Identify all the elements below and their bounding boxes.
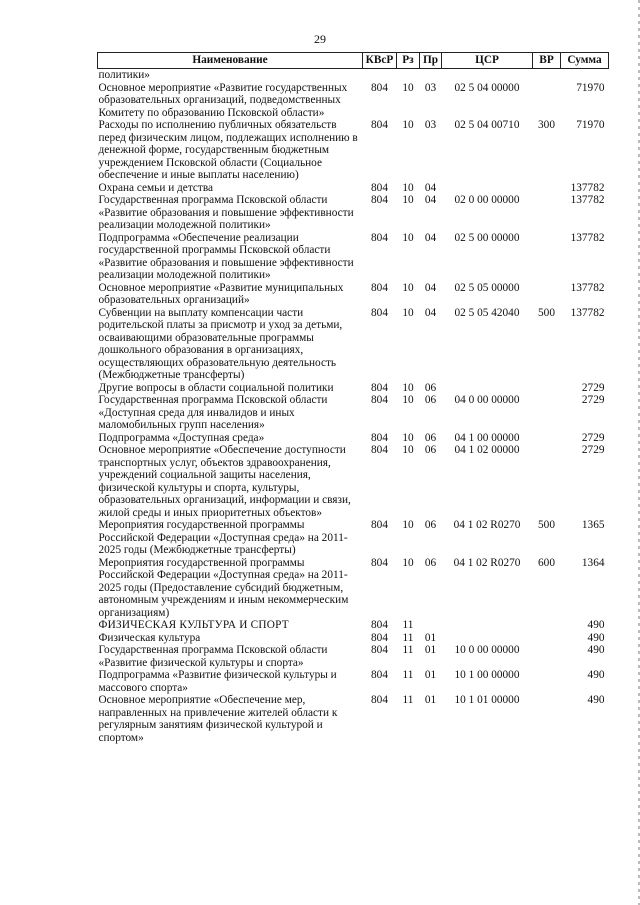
cell-rz: 10 [402,181,414,194]
cell-kvsr: 804 [371,306,388,319]
cell-name: Государственная программа Псковской области «Доступная среда для инвалидов и иных маломобильных групп населения» [98,394,328,431]
cell-vr [533,382,561,395]
table-row [98,519,609,557]
cell-rz: 10 [402,194,414,206]
cell-pr [420,69,442,82]
cell-name: политики» [98,69,150,81]
cell-vr [533,444,561,519]
cell-kvsr: 804 [371,81,388,94]
cell-csr [442,632,533,645]
cell-csr [442,182,533,195]
cell-kvsr: 804 [371,231,388,244]
cell-sum: 137782 [570,306,605,319]
cell-csr: 02 5 04 00000 [454,81,520,94]
cell-sum: 1364 [581,556,605,569]
cell-pr: 04 [424,281,437,294]
cell-name: ФИЗИЧЕСКАЯ КУЛЬТУРА И СПОРТ [98,619,289,631]
cell-sum [561,69,609,82]
cell-kvsr: 804 [371,631,388,644]
cell-rz: 10 [402,556,414,569]
cell-name: Подпрограмма «Обеспечение реализации государственной программы Псковской области «Развитие образования и повышение эффективности реализации молодежной политики» [98,231,354,281]
cell-name: Государственная программа Псковской области «Развитие физической культуры и спорта» [98,644,328,669]
table-row [98,444,609,519]
cell-pr: 01 [424,669,437,681]
cell-vr [533,394,561,432]
cell-rz: 10 [402,81,414,94]
header-csr: ЦСР [442,53,533,69]
cell-kvsr: 804 [371,119,388,131]
cell-sum: 1365 [581,519,605,531]
cell-sum: 137782 [570,181,605,194]
cell-rz: 10 [402,306,414,319]
cell-csr: 04 1 02 R0270 [453,556,521,569]
cell-pr: 01 [424,644,437,656]
cell-csr: 04 0 00 00000 [454,394,520,406]
cell-csr: 02 5 00 00000 [454,231,520,244]
table-row [98,557,609,620]
header-rz: Рз [397,53,420,69]
cell-pr: 04 [424,181,437,194]
cell-name: Расходы по исполнению публичных обязательств перед физическим лицом, подлежащих исполнению в денежной форме, государственным бюджетным учреждением Псковской области (Социальное обеспечение и иные выплаты населению) [98,119,358,181]
cell-name: Физическая культура [98,631,201,644]
page-number: 29 [314,32,326,46]
cell-sum: 137782 [570,194,605,206]
cell-pr: 04 [424,306,437,319]
cell-pr: 01 [424,694,437,706]
cell-name: Основное мероприятие «Развитие муниципальных образовательных организаций» [98,281,344,306]
cell-rz: 10 [402,119,414,131]
cell-csr: 02 5 04 00710 [454,119,520,131]
cell-pr: 04 [424,231,437,244]
header-vr: ВР [533,53,561,69]
cell-csr: 10 0 00 00000 [454,644,520,656]
cell-csr: 04 1 00 00000 [454,431,520,444]
cell-vr [533,432,561,445]
cell-pr: 06 [424,519,437,531]
cell-pr: 06 [424,381,437,394]
cell-kvsr: 804 [371,431,388,444]
cell-vr [533,82,561,120]
cell-sum: 2729 [581,394,605,406]
cell-kvsr: 804 [371,669,388,681]
cell-kvsr: 804 [371,281,388,294]
cell-vr: 500 [538,519,555,531]
table-row [98,182,609,195]
cell-csr [442,619,533,632]
cell-rz: 10 [402,281,414,294]
cell-sum: 490 [587,631,605,644]
cell-rz: 10 [402,394,414,406]
cell-rz [397,69,420,82]
cell-vr: 500 [538,306,555,319]
table-row [98,69,609,82]
cell-kvsr: 804 [371,694,388,706]
cell-name: Другие вопросы в области социальной политики [98,381,334,394]
table-row [98,694,609,744]
table-body [98,69,609,745]
cell-rz: 11 [402,631,414,644]
table-row [98,194,609,232]
cell-pr: 06 [424,394,437,406]
table-row [98,307,609,382]
cell-rz: 11 [402,619,414,631]
cell-name: Подпрограмма «Доступная среда» [98,431,265,444]
cell-sum: 490 [587,644,605,656]
table-row [98,619,609,632]
cell-sum: 137782 [570,281,605,294]
cell-csr [442,382,533,395]
cell-kvsr: 804 [371,556,388,569]
table-row [98,82,609,120]
cell-csr: 04 1 02 R0270 [453,519,521,531]
cell-sum: 2729 [581,431,605,444]
header-name: Наименование [98,53,363,69]
cell-pr: 06 [424,444,437,456]
cell-sum: 2729 [581,444,605,456]
cell-vr [533,69,561,82]
table-row [98,669,609,694]
cell-pr: 03 [424,81,437,94]
cell-csr: 02 5 05 00000 [454,281,520,294]
cell-pr: 06 [424,431,437,444]
cell-name: Субвенции на выплату компенсации части родительской платы за присмотр и уход за детьми, осваивающими образовательные программы дошкольного образования в организациях, осуществляющих образовательную деятельность (Межбюджетные трансферты) [98,306,343,381]
table-row [98,632,609,645]
cell-kvsr: 804 [371,519,388,531]
cell-rz: 10 [402,381,414,394]
cell-sum: 490 [587,619,605,631]
cell-sum: 490 [587,694,605,706]
table-row [98,232,609,282]
cell-pr: 03 [424,119,437,131]
cell-name: Основное мероприятие «Обеспечение мер, направленных на привлечение жителей области к регулярным занятиям физической культурой и спортом» [98,694,338,744]
cell-name: Государственная программа Псковской области «Развитие образования и повышение эффективности реализации молодежной политики» [98,194,354,231]
cell-kvsr: 804 [371,444,388,456]
cell-rz: 10 [402,444,414,456]
cell-kvsr: 804 [371,194,388,206]
cell-sum: 71970 [576,81,605,94]
cell-rz: 10 [402,519,414,531]
cell-rz: 11 [402,669,414,681]
cell-vr [533,182,561,195]
cell-vr [533,669,561,694]
cell-sum: 2729 [581,381,605,394]
cell-pr: 01 [424,631,437,644]
cell-vr [533,619,561,632]
table-header-row [98,53,609,69]
cell-kvsr: 804 [371,181,388,194]
cell-kvsr: 804 [371,644,388,656]
cell-name: Мероприятия государственной программы Российской Федерации «Доступная среда» на 2011-2025 годы (Межбюджетные трансферты) [98,519,348,556]
cell-pr [420,619,442,632]
cell-kvsr [363,69,397,82]
cell-rz: 11 [402,694,414,706]
cell-sum: 137782 [570,231,605,244]
cell-csr [442,69,533,82]
cell-vr [533,644,561,669]
cell-vr [533,232,561,282]
header-sum: Сумма [561,53,609,69]
cell-pr: 06 [424,556,437,569]
cell-kvsr: 804 [371,619,388,631]
table-row [98,644,609,669]
cell-csr: 04 1 02 00000 [454,444,520,456]
cell-name: Основное мероприятие «Обеспечение доступности транспортных услуг, объектов здравоохранения, учреждений социальной защиты населения, физической культуры и спорта, культуры, образовательных организаций, информации и связи, жилой среды и иных приоритетных объектов» [98,444,351,519]
cell-csr: 10 1 00 00000 [454,669,520,681]
cell-vr [533,282,561,307]
cell-pr: 04 [424,194,437,206]
cell-name: Основное мероприятие «Развитие государственных образовательных организаций, подведомственных Комитету по образованию Псковской области» [98,81,348,119]
table-row [98,282,609,307]
cell-csr: 10 1 01 00000 [454,694,520,706]
cell-vr [533,194,561,232]
cell-sum: 71970 [576,119,605,131]
cell-rz: 10 [402,231,414,244]
cell-csr: 02 0 00 00000 [454,194,520,206]
cell-name: Подпрограмма «Развитие физической культуры и массового спорта» [98,669,337,694]
header-kvsr: КВсР [363,53,397,69]
cell-sum: 490 [587,669,605,681]
table-row [98,382,609,395]
cell-rz: 11 [402,644,414,656]
cell-vr: 300 [538,119,555,131]
cell-rz: 10 [402,431,414,444]
cell-vr [533,632,561,645]
header-pr: Пр [420,53,442,69]
table-row [98,432,609,445]
cell-kvsr: 804 [371,381,388,394]
cell-vr [533,694,561,744]
cell-csr: 02 5 05 42040 [454,306,520,319]
cell-vr: 600 [538,556,555,569]
cell-name: Мероприятия государственной программы Российской Федерации «Доступная среда» на 2011-2025 годы (Предоставление субсидий бюджетным, автономным учреждениям и иным некоммерческим организациям) [98,556,349,619]
cell-name: Охрана семьи и детства [98,181,214,194]
cell-kvsr: 804 [371,394,388,406]
table-row [98,394,609,432]
budget-table [97,52,609,744]
table-row [98,119,609,182]
